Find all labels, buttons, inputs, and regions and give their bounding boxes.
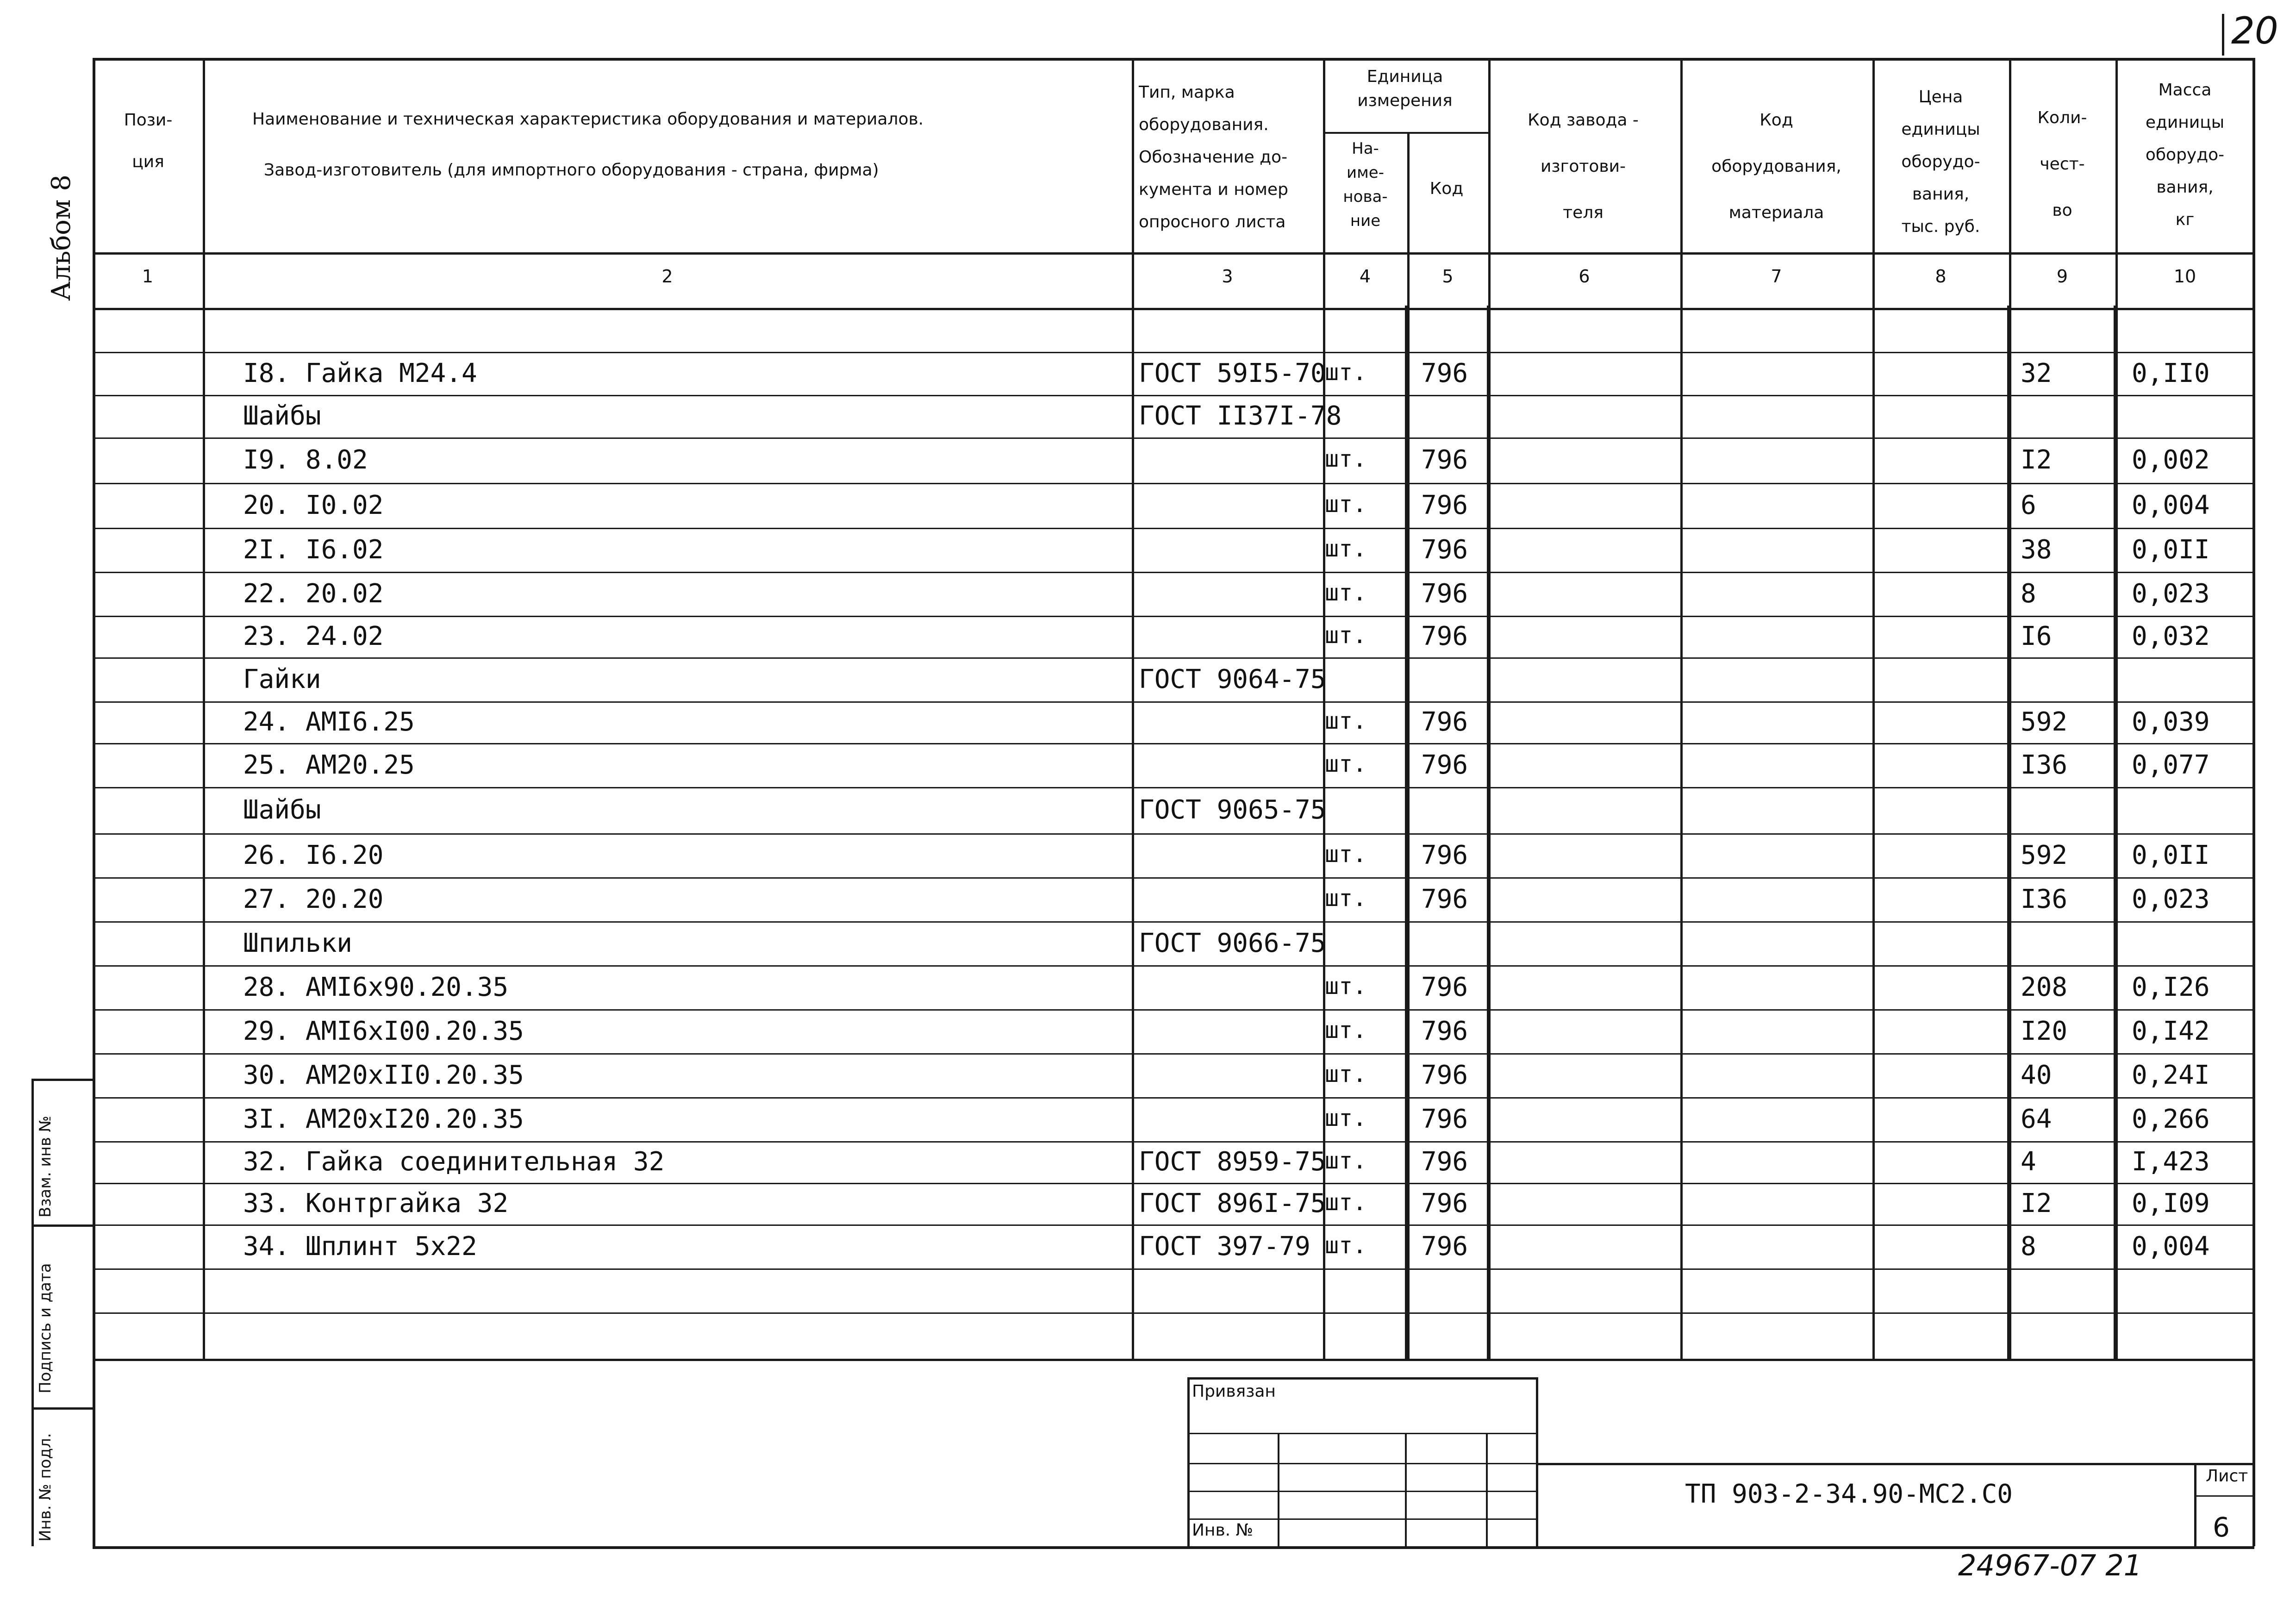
row-quantity: 40 bbox=[2021, 1060, 2052, 1090]
row-unit-code: 796 bbox=[1421, 1060, 1468, 1090]
row-line bbox=[93, 877, 2254, 879]
row-unit-code: 796 bbox=[1421, 534, 1468, 565]
header-mass: Масса единицы оборудо- вания, кг bbox=[2145, 81, 2225, 229]
row-quantity: 6 bbox=[2021, 490, 2036, 520]
header-name-line2: Завод-изготовитель (для импортного оборудования - страна, фирма) bbox=[264, 161, 879, 180]
row-unit-code: 796 bbox=[1421, 490, 1468, 520]
row-mass: 0,077 bbox=[2132, 750, 2210, 780]
tb-row3 bbox=[1187, 1491, 1537, 1492]
header-quantity: Коли- чест- во bbox=[2037, 108, 2087, 220]
column-number-10: 10 bbox=[2173, 266, 2196, 287]
row-unit: шт. bbox=[1325, 972, 1367, 999]
row-mass: 0,004 bbox=[2132, 1231, 2210, 1262]
tb-doc-top bbox=[1537, 1463, 2254, 1465]
column-number-7: 7 bbox=[1771, 266, 1782, 287]
row-name: 3I. АМ20хI20.20.35 bbox=[243, 1104, 524, 1134]
row-quantity: 208 bbox=[2021, 972, 2068, 1002]
row-name: 26. I6.20 bbox=[243, 840, 384, 870]
row-unit: шт. bbox=[1325, 445, 1367, 472]
row-line bbox=[93, 701, 2254, 703]
header-doc: Тип, марка оборудования. Обозначение до- кумента и номер опросного листа bbox=[1139, 83, 1288, 231]
row-line bbox=[93, 921, 2254, 923]
row-name: Шайбы bbox=[243, 401, 321, 431]
row-name: 2I. I6.02 bbox=[243, 534, 384, 565]
row-unit-code: 796 bbox=[1421, 358, 1468, 388]
unit-group-line bbox=[1323, 132, 1488, 134]
tb-sheet-left bbox=[2194, 1463, 2196, 1546]
row-line bbox=[93, 1009, 2254, 1011]
inv-no-label: Инв. № bbox=[1192, 1521, 1254, 1540]
row-quantity: I6 bbox=[2021, 621, 2052, 651]
row-quantity: 4 bbox=[2021, 1147, 2036, 1177]
header-equipment-code: Код оборудования, материала bbox=[1711, 111, 1841, 222]
tb-right bbox=[1536, 1377, 1538, 1546]
row-name: 20. I0.02 bbox=[243, 490, 384, 520]
row-unit: шт. bbox=[1325, 1060, 1367, 1087]
column-number-8: 8 bbox=[1935, 266, 1947, 287]
col10-bold bbox=[2114, 306, 2117, 1359]
row-doc: ГОСТ 9065-75 bbox=[1139, 795, 1326, 825]
row-unit: шт. bbox=[1325, 750, 1367, 777]
row-unit-code: 796 bbox=[1421, 1104, 1468, 1134]
row-line bbox=[93, 787, 2254, 788]
row-quantity: 8 bbox=[2021, 1231, 2036, 1262]
col-line-6 bbox=[1680, 58, 1683, 1359]
colnum-bottom bbox=[93, 308, 2254, 310]
header-bottom bbox=[93, 252, 2254, 255]
header-unit-name: На- име- нова- ние bbox=[1343, 139, 1388, 230]
row-line bbox=[93, 833, 2254, 835]
row-line bbox=[93, 483, 2254, 484]
tb-row2 bbox=[1187, 1463, 1537, 1464]
privyazan-label: Привязан bbox=[1192, 1382, 1276, 1401]
row-name: Гайки bbox=[243, 664, 321, 694]
header-name-line1: Наименование и техническая характеристика оборудования и материалов. bbox=[252, 110, 924, 129]
row-mass: 0,24I bbox=[2132, 1060, 2210, 1090]
row-unit: шт. bbox=[1325, 884, 1367, 912]
row-mass: 0,032 bbox=[2132, 621, 2210, 651]
row-unit-code: 796 bbox=[1421, 445, 1468, 475]
row-quantity: 592 bbox=[2021, 707, 2068, 737]
row-unit-code: 796 bbox=[1421, 972, 1468, 1002]
col5-bold bbox=[1405, 306, 1409, 1359]
table-bottom bbox=[93, 1359, 2254, 1361]
row-name: 28. АМI6х90.20.35 bbox=[243, 972, 509, 1002]
row-mass: 0,I09 bbox=[2132, 1188, 2210, 1218]
row-name: I8. Гайка М24.4 bbox=[243, 358, 477, 388]
col-line-7 bbox=[1872, 58, 1875, 1359]
row-unit: шт. bbox=[1325, 622, 1367, 649]
row-unit-code: 796 bbox=[1421, 884, 1468, 914]
row-quantity: 8 bbox=[2021, 578, 2036, 609]
row-quantity: 38 bbox=[2021, 534, 2052, 565]
row-unit: шт. bbox=[1325, 840, 1367, 868]
row-mass: 0,0II bbox=[2132, 534, 2210, 565]
tb-col bbox=[1278, 1433, 1279, 1546]
row-line bbox=[93, 616, 2254, 617]
row-doc: ГОСТ 8959-75 bbox=[1139, 1147, 1326, 1177]
column-number-2: 2 bbox=[661, 266, 673, 287]
row-unit-code: 796 bbox=[1421, 578, 1468, 609]
vzam-inv-label: Взам. инв № bbox=[36, 1115, 55, 1218]
page-number: 20 bbox=[2231, 9, 2278, 52]
row-name: 27. 20.20 bbox=[243, 884, 384, 914]
sheet-number: 6 bbox=[2213, 1512, 2230, 1543]
row-mass: 0,023 bbox=[2132, 578, 2210, 609]
row-unit: шт. bbox=[1325, 707, 1367, 734]
row-doc: ГОСТ 397-79 bbox=[1139, 1231, 1310, 1262]
sheet-label: Лист bbox=[2206, 1467, 2248, 1486]
row-name: Шпильки bbox=[243, 928, 353, 958]
row-line bbox=[93, 1141, 2254, 1143]
row-unit: шт. bbox=[1325, 1104, 1367, 1131]
row-line bbox=[93, 1053, 2254, 1055]
row-unit-code: 796 bbox=[1421, 1188, 1468, 1218]
row-unit-code: 796 bbox=[1421, 750, 1468, 780]
column-number-9: 9 bbox=[2056, 266, 2068, 287]
column-number-5: 5 bbox=[1442, 266, 1454, 287]
row-doc: ГОСТ II37I-78 bbox=[1139, 401, 1342, 431]
row-unit: шт. bbox=[1325, 579, 1367, 606]
row-mass: I,423 bbox=[2132, 1147, 2210, 1177]
row-name: 23. 24.02 bbox=[243, 621, 384, 651]
header-factory-code: Код завода - изготови- теля bbox=[1528, 111, 1639, 222]
row-quantity: 64 bbox=[2021, 1104, 2052, 1134]
row-unit: шт. bbox=[1325, 490, 1367, 518]
tb-row4 bbox=[1187, 1518, 1537, 1520]
row-mass: 0,0II bbox=[2132, 840, 2210, 870]
row-quantity: 592 bbox=[2021, 840, 2068, 870]
row-unit: шт. bbox=[1325, 1016, 1367, 1043]
frame-top bbox=[93, 58, 2254, 61]
col-line-1 bbox=[203, 58, 205, 1359]
row-unit-code: 796 bbox=[1421, 707, 1468, 737]
inv-podl-label: Инв. № подл. bbox=[36, 1433, 55, 1542]
row-name: 24. АМI6.25 bbox=[243, 707, 415, 737]
footer-number: 24967-07 21 bbox=[1958, 1549, 2142, 1582]
row-quantity: 32 bbox=[2021, 358, 2052, 388]
row-unit: шт. bbox=[1325, 1189, 1367, 1216]
row-line bbox=[93, 1312, 2254, 1314]
column-number-3: 3 bbox=[1222, 266, 1233, 287]
row-mass: 0,023 bbox=[2132, 884, 2210, 914]
column-number-6: 6 bbox=[1578, 266, 1590, 287]
row-line bbox=[93, 1097, 2254, 1099]
podpis-data-label: Подпись и дата bbox=[36, 1263, 55, 1393]
tb-col bbox=[1486, 1433, 1488, 1546]
row-doc: ГОСТ 896I-75 bbox=[1139, 1188, 1326, 1218]
row-line bbox=[93, 395, 2254, 396]
document-code: ТП 903-2-34.90-МС2.С0 bbox=[1685, 1479, 2013, 1509]
col-line-2 bbox=[1132, 58, 1134, 1359]
row-quantity: I2 bbox=[2021, 1188, 2052, 1218]
row-name: 29. АМI6хI00.20.35 bbox=[243, 1016, 524, 1046]
row-line bbox=[93, 657, 2254, 659]
row-quantity: I2 bbox=[2021, 445, 2052, 475]
row-name: 34. Шплинт 5х22 bbox=[243, 1231, 477, 1262]
row-name: 25. АМ20.25 bbox=[243, 750, 415, 780]
row-doc: ГОСТ 59I5-70 bbox=[1139, 358, 1326, 388]
row-mass: 0,I42 bbox=[2132, 1016, 2210, 1046]
row-unit-code: 796 bbox=[1421, 1231, 1468, 1262]
row-name: 30. АМ20хII0.20.35 bbox=[243, 1060, 524, 1090]
header-position: Пози- ция bbox=[124, 111, 173, 171]
row-unit-code: 796 bbox=[1421, 840, 1468, 870]
row-doc: ГОСТ 9064-75 bbox=[1139, 664, 1326, 694]
row-name: 22. 20.02 bbox=[243, 578, 384, 609]
row-line bbox=[93, 572, 2254, 573]
row-mass: 0,II0 bbox=[2132, 358, 2210, 388]
row-line bbox=[93, 352, 2254, 353]
tb-row1 bbox=[1187, 1433, 1537, 1434]
row-line bbox=[93, 528, 2254, 529]
col6-bold bbox=[1487, 306, 1491, 1359]
frame-bottom bbox=[93, 1546, 2254, 1549]
row-mass: 0,039 bbox=[2132, 707, 2210, 737]
row-name: I9. 8.02 bbox=[243, 445, 368, 475]
row-unit: шт. bbox=[1325, 358, 1367, 386]
row-line bbox=[93, 1183, 2254, 1184]
page-number-bar bbox=[2222, 14, 2224, 56]
col9-bold bbox=[2007, 306, 2011, 1359]
row-unit-code: 796 bbox=[1421, 1147, 1468, 1177]
album-label: Альбом 8 bbox=[46, 175, 76, 301]
row-quantity: I36 bbox=[2021, 750, 2068, 780]
column-number-1: 1 bbox=[142, 266, 154, 287]
row-line bbox=[93, 1224, 2254, 1226]
tb-col bbox=[1405, 1433, 1407, 1546]
row-mass: 0,004 bbox=[2132, 490, 2210, 520]
row-quantity: I36 bbox=[2021, 884, 2068, 914]
row-line bbox=[93, 437, 2254, 439]
row-line bbox=[93, 965, 2254, 967]
row-unit: шт. bbox=[1325, 1231, 1367, 1259]
row-doc: ГОСТ 9066-75 bbox=[1139, 928, 1326, 958]
row-unit-code: 796 bbox=[1421, 1016, 1468, 1046]
header-price: Цена единицы оборудо- вания, тыс. руб. bbox=[1901, 87, 1980, 236]
row-line bbox=[93, 1268, 2254, 1270]
column-number-4: 4 bbox=[1359, 266, 1371, 287]
row-mass: 0,I26 bbox=[2132, 972, 2210, 1002]
tb-sheet-mid bbox=[2194, 1495, 2254, 1497]
tb-left bbox=[1187, 1377, 1190, 1546]
row-unit-code: 796 bbox=[1421, 621, 1468, 651]
row-name: 32. Гайка соединительная 32 bbox=[243, 1147, 665, 1177]
row-unit: шт. bbox=[1325, 1147, 1367, 1174]
tb-top bbox=[1187, 1377, 1537, 1380]
header-unit-group: Единица измерения bbox=[1357, 67, 1453, 110]
row-mass: 0,266 bbox=[2132, 1104, 2210, 1134]
row-mass: 0,002 bbox=[2132, 445, 2210, 475]
row-name: Шайбы bbox=[243, 795, 321, 825]
row-quantity: I20 bbox=[2021, 1016, 2068, 1046]
row-line bbox=[93, 743, 2254, 744]
header-unit-code: Код bbox=[1429, 179, 1464, 198]
row-unit: шт. bbox=[1325, 535, 1367, 562]
row-name: 33. Контргайка 32 bbox=[243, 1188, 509, 1218]
